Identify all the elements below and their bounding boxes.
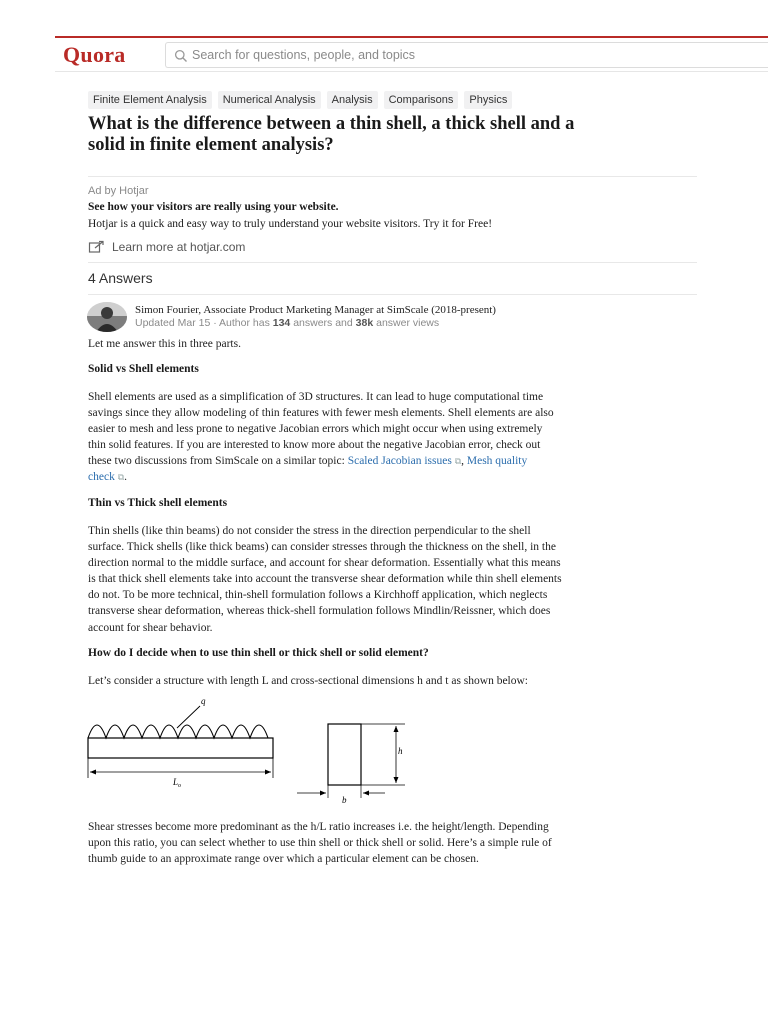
section-heading: Solid vs Shell elements bbox=[88, 363, 199, 375]
quora-logo[interactable]: Quora bbox=[63, 42, 126, 67]
section-heading: Thin vs Thick shell elements bbox=[88, 497, 228, 509]
topic-chip[interactable]: Comparisons bbox=[384, 91, 459, 109]
answers-count: 4 Answers bbox=[88, 270, 153, 286]
author-name[interactable]: Simon Fourier, Associate Product Marketing Manager at SimScale (2018-present) bbox=[135, 304, 496, 316]
divider bbox=[88, 294, 697, 295]
height-label: h bbox=[398, 746, 403, 756]
question-title-line: solid in finite element analysis? bbox=[88, 135, 334, 155]
topic-chip[interactable]: Finite Element Analysis bbox=[88, 91, 212, 109]
section-heading: How do I decide when to use thin shell or thick shell or solid element? bbox=[88, 647, 429, 659]
answer-paragraph: Let me answer this in three parts. bbox=[88, 338, 241, 350]
divider bbox=[88, 262, 697, 263]
external-link-icon: ⧉ bbox=[117, 472, 125, 483]
external-link-icon bbox=[88, 240, 106, 254]
external-link-icon: ⧉ bbox=[454, 456, 462, 467]
beam-diagram bbox=[85, 692, 415, 807]
ad-learn-more-link[interactable] bbox=[88, 240, 245, 254]
cross-section bbox=[328, 724, 361, 785]
load-label: q bbox=[201, 696, 206, 706]
ad-title[interactable]: See how your visitors are really using your website. bbox=[88, 201, 339, 213]
answer-paragraph: Let’s consider a structure with length L and cross-sectional dimensions h and t as shown below: bbox=[88, 675, 528, 687]
beam-rect bbox=[88, 738, 273, 758]
topic-chip[interactable]: Physics bbox=[464, 91, 512, 109]
topic-chip[interactable]: Analysis bbox=[327, 91, 378, 109]
answer-paragraph: Shear stresses become more predominant as the h/L ratio increases i.e. the height/length. Depending upon this ratio, you can select whether to use thin shell or thick shell or solid. Here’s a simple rule of thumb guide to an approximate range over which a particular element can be chosen. bbox=[88, 821, 552, 866]
ad-label: Ad by Hotjar bbox=[88, 185, 149, 197]
avatar[interactable] bbox=[87, 302, 127, 332]
search-input[interactable] bbox=[192, 46, 752, 64]
width-label: b bbox=[342, 795, 347, 805]
avatar-image bbox=[87, 302, 127, 332]
link-mesh-quality-check[interactable]: check bbox=[88, 471, 115, 484]
search-box[interactable] bbox=[165, 42, 768, 68]
divider bbox=[88, 176, 697, 177]
answer-paragraph: Thin shells (like thin beams) do not consider the stress in the direction perpendicular to the shell surface. Thick shells (like thick beams) can consider stresses through the thickness on the shell, in the direction normal to the middle surface, and account for shear deformation. Essentially what this means is that thick shell elements take into account the transverse shear deformation while thin shell elements do not. To be more technical, thin-shell formulation follows a Kirchhoff application, which neglects transverse shear deformation, whereas thick-shell formulation follows Mindlin/Reissner, which does account for shear behavior. bbox=[88, 525, 562, 634]
search-icon bbox=[174, 49, 188, 63]
length-label: $L_o$ bbox=[173, 777, 182, 789]
ad-link-label: Learn more at hotjar.com bbox=[112, 240, 246, 254]
link-mesh-quality[interactable]: Mesh quality bbox=[466, 455, 528, 468]
topic-chip[interactable]: Numerical Analysis bbox=[218, 91, 321, 109]
top-bar bbox=[55, 36, 768, 72]
answer-paragraph: Shell elements are used as a simplification of 3D structures. It can lead to huge computational time savings since they allow modeling of thin features with fewer mesh elements. Shell elements are also easier to mesh and less prone to negative Jacobian errors which might occur when using extremely thin solid features. If you are interested to know more about the negative Jacobian error, check out these two discussions from SimScale on a similar topic: Scaled Jacobian issues ⧉, Mesh quality check ⧉. bbox=[88, 391, 554, 484]
question-title[interactable] bbox=[88, 114, 698, 156]
question-title-line: What is the difference between a thin shell, a thick shell and a bbox=[88, 114, 575, 134]
link-scaled-jacobian[interactable]: Scaled Jacobian issues bbox=[347, 455, 452, 468]
answer-meta: Updated Mar 15 · Author has 134 answers and 38k answer views bbox=[135, 317, 440, 329]
topic-list bbox=[88, 91, 512, 109]
ad-body: Hotjar is a quick and easy way to truly understand your website visitors. Try it for Free! bbox=[88, 218, 493, 230]
